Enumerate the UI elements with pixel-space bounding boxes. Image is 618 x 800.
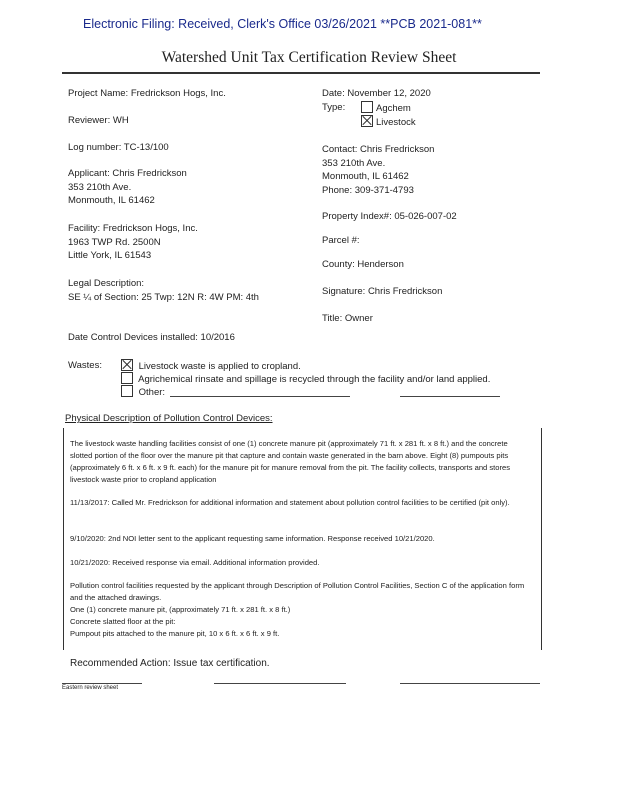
facility-name: Facility: Fredrickson Hogs, Inc. (68, 223, 198, 234)
applicant-name: Applicant: Chris Fredrickson (68, 168, 187, 179)
option-label: Agrichemical rinsate and spillage is recycled through the facility and/or land applied. (138, 374, 491, 385)
type-livestock[interactable] (361, 115, 416, 130)
type-agchem[interactable] (361, 101, 411, 116)
final-item: Concrete slatted floor at the pit: (70, 617, 176, 626)
waste-option-agrichemical[interactable] (121, 372, 490, 387)
waste-option-other[interactable] (121, 385, 165, 400)
checkbox-checked[interactable] (121, 359, 133, 371)
option-label: Other: (138, 387, 166, 398)
project-name: Project Name: Fredrickson Hogs, Inc. (68, 88, 226, 99)
final-block (70, 580, 532, 640)
note-2020-09: 9/10/2020: 2nd NOI letter sent to the applicant requesting same information. Response received 10/21/2020. (70, 534, 435, 543)
checkbox[interactable] (361, 101, 373, 113)
facility-block (68, 222, 198, 263)
signer-title: Title: Owner (322, 313, 373, 324)
option-label: Livestock (376, 117, 416, 128)
county: County: Henderson (322, 259, 404, 270)
wastes-label: Wastes: (68, 360, 102, 371)
log-number: Log number: TC-13/100 (68, 142, 169, 153)
legal-value: SE ¼ of Section: 25 Twp: 12N R: 4W PM: 4th (68, 291, 259, 303)
option-label: Livestock waste is applied to cropland. (138, 361, 301, 372)
applicant-city: Monmouth, IL 61462 (68, 195, 155, 206)
applicant-block (68, 167, 187, 208)
final-item: Pumpout pits attached to the manure pit, 10 x 6 ft. x 6 ft. x 9 ft. (70, 629, 280, 638)
filing-stamp: Electronic Filing: Received, Clerk's Office 03/26/2021 **PCB 2021-081** (83, 17, 482, 31)
other-line (400, 396, 500, 397)
signature: Signature: Chris Fredrickson (322, 286, 443, 297)
contact-name: Contact: Chris Fredrickson (322, 144, 435, 155)
date-installed: Date Control Devices installed: 10/2016 (68, 332, 235, 343)
option-label: Agchem (376, 103, 411, 114)
type-label: Type: (322, 102, 346, 113)
final-intro: Pollution control facilities requested by the applicant through Description of Pollution Control Facilities, Section C of the application form and the attached drawings. (70, 581, 525, 602)
contact-block (322, 143, 434, 197)
footer-line (214, 683, 346, 684)
contact-phone: Phone: 309-371-4793 (322, 184, 414, 196)
footer-label: Eastern review sheet (62, 685, 119, 691)
recommended-action: Recommended Action: Issue tax certification. (70, 658, 270, 669)
review-date: Date: November 12, 2020 (322, 88, 431, 99)
checkbox[interactable] (121, 385, 133, 397)
other-line (170, 396, 350, 397)
physical-paragraph: The livestock waste handling facilities consist of one (1) concrete manure pit (approximately 71 ft. x 281 ft. x 8 ft.) and the concrete slotted portion of the floor over the manure pit that capture and contain waste generated in the barn above. Eight (8) pumpouts pits (approximately 6 ft. x 6 ft. x 9 ft. each) for the manure pit for manure removal from the pit. The facility collects, transports and stores livestock waste prior to cropland application (70, 439, 511, 484)
parcel: Parcel #: (322, 235, 360, 246)
checkbox[interactable] (121, 372, 133, 384)
page-title: Watershed Unit Tax Certification Review Sheet (161, 49, 457, 66)
reviewer: Reviewer: WH (68, 115, 129, 126)
applicant-street: 353 210th Ave. (68, 181, 132, 193)
footer-line (400, 683, 540, 684)
final-item: One (1) concrete manure pit, (approximately 71 ft. x 281 ft. x 8 ft.) (70, 605, 291, 614)
legal-description (68, 277, 259, 304)
facility-city: Little York, IL 61543 (68, 250, 152, 261)
note-2020-10: 10/21/2020: Received response via email. Additional information provided. (70, 558, 320, 567)
contact-street: 353 210th Ave. (322, 157, 386, 169)
contact-city: Monmouth, IL 61462 (322, 171, 409, 182)
title-rule (62, 72, 540, 74)
checkbox-checked[interactable] (361, 115, 373, 127)
property-index: Property Index#: 05-026-007-02 (322, 211, 457, 222)
facility-street: 1963 TWP Rd. 2500N (68, 236, 161, 248)
physical-heading: Physical Description of Pollution Control Devices: (65, 413, 273, 424)
note-2017: 11/13/2017: Called Mr. Fredrickson for additional information and statement about pollution control facilities to be certified (pit only). (70, 498, 510, 507)
legal-label: Legal Description: (68, 278, 145, 289)
